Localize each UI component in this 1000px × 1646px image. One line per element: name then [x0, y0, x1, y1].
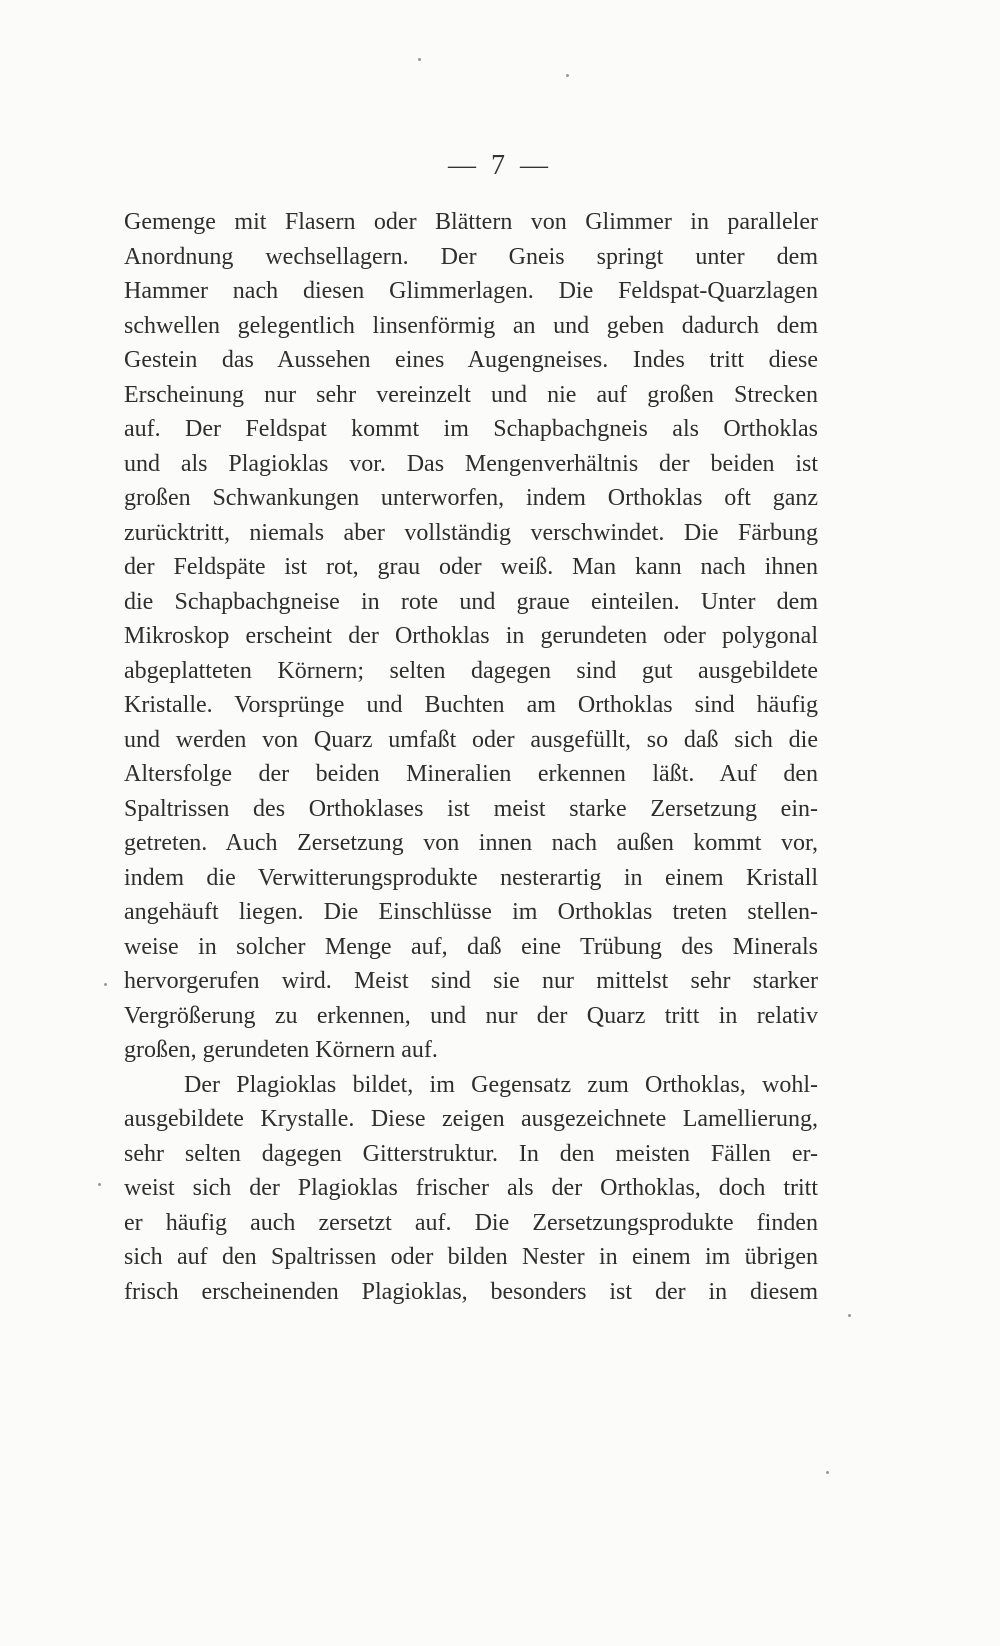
page-number: — 7 — — [448, 150, 552, 181]
text-line: zurücktritt, niemals aber vollständig verschwindet. Die Färbung — [124, 519, 818, 546]
paper-speck — [418, 58, 421, 61]
paper-speck — [848, 1314, 851, 1317]
text-line: die Schapbachgneise in rote und graue einteilen. Unter dem — [124, 588, 818, 615]
text-line: schwellen gelegentlich linsenförmig an und geben dadurch dem — [124, 312, 818, 339]
paper-speck — [98, 1183, 101, 1186]
text-line: Vergrößerung zu erkennen, und nur der Quarz tritt in relativ — [124, 1002, 818, 1029]
text-line: Hammer nach diesen Glimmerlagen. Die Feldspat-Quarzlagen — [124, 278, 818, 304]
text-line: abgeplatteten Körnern; selten dagegen sind gut ausgebildete — [124, 657, 818, 684]
text-line: angehäuft liegen. Die Einschlüsse im Orthoklas treten stellen- — [124, 899, 818, 925]
text-line: Mikroskop erscheint der Orthoklas in gerundeten oder polygonal — [124, 623, 818, 649]
text-line: großen Schwankungen unterworfen, indem Orthoklas oft ganz — [124, 485, 818, 511]
text-line: ausgebildete Krystalle. Diese zeigen ausgezeichnete Lamellierung, — [124, 1106, 818, 1132]
text-line: sehr selten dagegen Gitterstruktur. In den meisten Fällen er- — [124, 1140, 818, 1167]
text-line: hervorgerufen wird. Meist sind sie nur mittelst sehr starker — [124, 968, 818, 994]
text-line: frisch erscheinenden Plagioklas, besonders ist der in diesem — [124, 1278, 818, 1305]
paper-speck — [826, 1471, 829, 1474]
paper-speck — [104, 983, 107, 986]
text-line: Altersfolge der beiden Mineralien erkennen läßt. Auf den — [124, 761, 818, 787]
text-line: und werden von Quarz umfaßt oder ausgefüllt, so daß sich die — [124, 726, 818, 753]
paragraph-start-line: Der Plagioklas bildet, im Gegensatz zum Orthoklas, wohl- — [184, 1071, 818, 1098]
text-line: Erscheinung nur sehr vereinzelt und nie auf großen Strecken — [124, 381, 818, 408]
text-line: der Feldspäte ist rot, grau oder weiß. Man kann nach ihnen — [124, 554, 818, 580]
paragraph-end-line: großen, gerundeten Körnern auf. — [124, 1037, 438, 1063]
text-line: sich auf den Spaltrissen oder bilden Nester in einem im übrigen — [124, 1244, 818, 1270]
text-line: Gemenge mit Flasern oder Blättern von Glimmer in paralleler — [124, 209, 818, 235]
text-line: auf. Der Feldspat kommt im Schapbachgneis als Orthoklas — [124, 416, 818, 442]
body-text — [124, 205, 818, 1309]
text-line: Kristalle. Vorsprünge und Buchten am Orthoklas sind häufig — [124, 692, 818, 718]
paper-speck — [566, 74, 569, 77]
text-line: getreten. Auch Zersetzung von innen nach außen kommt vor, — [124, 830, 818, 856]
text-line: Anordnung wechsellagern. Der Gneis springt unter dem — [124, 243, 818, 270]
text-line: er häufig auch zersetzt auf. Die Zersetzungsprodukte finden — [124, 1209, 818, 1236]
text-line: Spaltrissen des Orthoklases ist meist starke Zersetzung ein- — [124, 795, 818, 822]
text-line: weist sich der Plagioklas frischer als der Orthoklas, doch tritt — [124, 1175, 818, 1201]
text-line: indem die Verwitterungsprodukte nesterartig in einem Kristall — [124, 864, 818, 891]
text-line: Gestein das Aussehen eines Augengneises. Indes tritt diese — [124, 347, 818, 373]
text-line: und als Plagioklas vor. Das Mengenverhältnis der beiden ist — [124, 450, 818, 477]
text-line: weise in solcher Menge auf, daß eine Trübung des Minerals — [124, 933, 818, 960]
